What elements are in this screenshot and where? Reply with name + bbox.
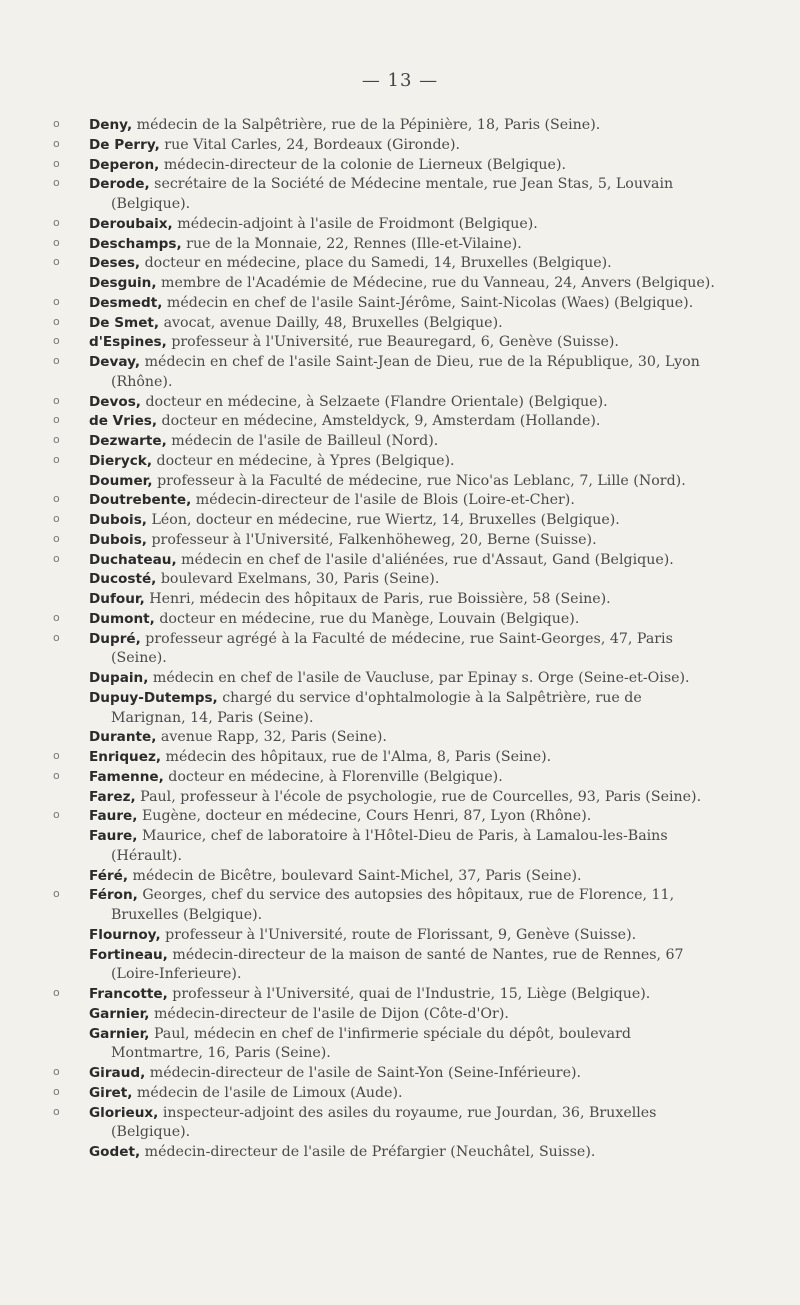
entry-name: d'Espines,: [89, 334, 167, 351]
list-item: [53, 531, 715, 551]
entry-description: professeur agrégé à la Faculté de médecine, rue Saint-Georges, 47, Paris (Seine).: [111, 630, 673, 667]
entry-description: médecin-directeur de l'asile de Blois (Loire-et-Cher).: [191, 492, 575, 509]
circle-marker: o: [53, 492, 60, 506]
entry-name: De Smet,: [89, 314, 160, 331]
entry-description: médecin-directeur de l'asile de Préfargier (Neuchâtel, Suisse).: [140, 1144, 596, 1160]
entry-name: Deses,: [89, 255, 141, 272]
entry-name: Dufour,: [89, 591, 145, 607]
list-item: [53, 610, 715, 630]
circle-marker: o: [53, 393, 60, 407]
circle-marker: o: [53, 452, 60, 466]
circle-marker: o: [53, 136, 60, 150]
entry-description: médecin de Bicêtre, boulevard Saint-Michel, 37, Paris (Seine).: [128, 867, 582, 884]
circle-marker: o: [53, 808, 60, 822]
entry-description: médecin-directeur de l'asile de Dijon (Côte-d'Or).: [149, 1005, 509, 1022]
entry-description: professeur à l'Université, route de Florissant, 9, Genève (Suisse).: [160, 926, 637, 943]
entry-description: docteur en médecine, place du Samedi, 14, Bruxelles (Belgique).: [140, 255, 612, 272]
entry-description: Paul, médecin en chef de l'infirmerie spéciale du dépôt, boulevard Montmartre, 16, Paris (Seine).: [111, 1025, 631, 1062]
entry-name: Flournoy,: [89, 926, 161, 943]
entry-description: Henri, médecin des hôpitaux de Paris, rue Boissière, 58 (Seine).: [144, 591, 611, 607]
circle-marker: o: [53, 117, 60, 130]
entry-name: Glorieux,: [89, 1104, 159, 1121]
list-item: [89, 1025, 715, 1065]
entry-name: Godet,: [89, 1144, 141, 1160]
entry-description: Eugène, docteur en médecine, Cours Henri, 87, Lyon (Rhône).: [137, 808, 592, 825]
entry-description: rue de la Monnaie, 22, Rennes (Ille-et-Vilaine).: [181, 235, 522, 252]
entry-description: médecin en chef de l'asile Saint-Jérôme, Saint-Nicolas (Waes) (Belgique).: [162, 294, 694, 311]
entry-description: professeur à la Faculté de médecine, rue Nico'as Leblanc, 7, Lille (Nord).: [152, 472, 686, 489]
entry-name: Féré,: [89, 867, 129, 884]
entry-description: rue Vital Carles, 24, Bordeaux (Gironde).: [159, 136, 460, 153]
entry-name: Dupuy-Dutemps,: [89, 689, 218, 706]
circle-marker: o: [53, 354, 60, 367]
list-item: [53, 393, 715, 413]
entry-name: Duchateau,: [89, 551, 177, 568]
circle-marker: o: [53, 749, 60, 762]
circle-marker: o: [53, 235, 60, 249]
circle-marker: o: [53, 314, 60, 328]
circle-marker: o: [53, 531, 60, 545]
entry-name: Francotte,: [89, 986, 168, 1002]
entry-description: professeur à l'Université, quai de l'Industrie, 15, Liège (Belgique).: [167, 986, 651, 1002]
list-item: [53, 1064, 715, 1084]
entry-name: Desguin,: [89, 275, 157, 291]
entry-description: docteur en médecine, rue du Manège, Louvain (Belgique).: [154, 610, 580, 627]
entry-name: Féron,: [89, 887, 138, 904]
list-item: [53, 314, 715, 334]
list-item: [89, 590, 715, 610]
entry-name: Dupré,: [89, 630, 141, 647]
entry-description: Maurice, chef de laboratoire à l'Hôtel-Dieu de Paris, à Lamalou-les-Bains (Hérault).: [111, 828, 668, 864]
entry-description: avocat, avenue Dailly, 48, Bruxelles (Belgique).: [159, 314, 503, 331]
list-item: [89, 472, 715, 492]
entry-name: Giraud,: [89, 1065, 146, 1081]
circle-marker: o: [53, 768, 60, 782]
entry-description: docteur en médecine, à Selzaete (Flandre Orientale) (Belgique).: [140, 393, 608, 410]
list-item: [53, 215, 715, 235]
entry-name: Famenne,: [89, 768, 164, 785]
list-item: [89, 728, 715, 748]
list-item: [89, 1143, 715, 1163]
entry-description: docteur en médecine, à Ypres (Belgique).: [152, 452, 455, 469]
list-item: [53, 748, 715, 768]
entry-name: Dubois,: [89, 512, 147, 528]
entry-description: boulevard Exelmans, 30, Paris (Seine).: [156, 571, 440, 588]
entry-name: Fortineau,: [89, 946, 168, 963]
list-item: [53, 432, 715, 452]
circle-marker: o: [53, 255, 60, 269]
circle-marker: o: [53, 433, 60, 446]
list-item: [53, 768, 715, 788]
directory-list: [0, 116, 800, 1163]
entry-name: Dezwarte,: [89, 433, 167, 449]
entry-description: chargé du service d'ophtalmologie à la Salpêtrière, rue de Marignan, 14, Paris (Seine).: [111, 689, 642, 726]
entry-name: Desmedt,: [89, 294, 163, 311]
entry-name: Dieryck,: [89, 452, 152, 469]
entry-description: médecin de l'asile de Bailleul (Nord).: [166, 433, 439, 449]
entry-name: Faure,: [89, 808, 138, 825]
entry-name: Durante,: [89, 729, 157, 746]
entry-description: Léon, docteur en médecine, rue Wiertz, 14, Bruxelles (Belgique).: [146, 512, 620, 528]
entry-description: avenue Rapp, 32, Paris (Seine).: [156, 729, 387, 746]
circle-marker: o: [53, 887, 60, 901]
list-item: [53, 511, 715, 531]
list-item: [53, 491, 715, 511]
circle-marker: o: [53, 1084, 60, 1098]
entry-name: Faure,: [89, 828, 138, 844]
entry-description: médecin de l'asile de Limoux (Aude).: [132, 1084, 403, 1101]
entry-description: médecin-directeur de la colonie de Lierneux (Belgique).: [159, 156, 566, 173]
entry-name: Farez,: [89, 788, 136, 805]
list-item: [53, 116, 715, 136]
circle-marker: o: [53, 215, 60, 229]
entry-name: Dupain,: [89, 670, 149, 686]
list-item: [53, 254, 715, 274]
entry-description: médecin en chef de l'asile de Vaucluse, par Epinay s. Orge (Seine-et-Oise).: [148, 670, 690, 686]
list-item: [89, 669, 715, 689]
entry-name: De Perry,: [89, 136, 160, 153]
entry-description: docteur en médecine, à Florenville (Belgique).: [163, 768, 503, 785]
list-item: [53, 353, 715, 393]
entry-description: Paul, professeur à l'école de psychologie, rue de Courcelles, 93, Paris (Seine).: [135, 788, 702, 805]
list-item: [89, 274, 715, 294]
circle-marker: o: [53, 334, 60, 348]
entry-name: Dumont,: [89, 610, 155, 627]
circle-marker: o: [53, 294, 60, 308]
list-item: [89, 827, 715, 867]
entry-description: médecin en chef de l'asile Saint-Jean de Dieu, rue de la République, 30, Lyon (Rhône).: [111, 354, 700, 390]
entry-name: Dubois,: [89, 531, 147, 548]
entry-description: docteur en médecine, Amsteldyck, 9, Amsterdam (Hollande).: [157, 413, 601, 430]
entry-name: Deschamps,: [89, 235, 182, 252]
entry-name: Devay,: [89, 354, 141, 370]
list-item: [53, 630, 715, 670]
list-item: [53, 175, 715, 215]
entry-name: Enriquez,: [89, 749, 162, 765]
list-item: [53, 235, 715, 255]
circle-marker: o: [53, 610, 60, 624]
entry-description: Georges, chef du service des autopsies des hôpitaux, rue de Florence, 11, Bruxelles (Belgique).: [111, 887, 675, 923]
entry-name: Giret,: [89, 1084, 133, 1101]
list-item: [89, 788, 715, 808]
entry-description: médecin des hôpitaux, rue de l'Alma, 8, Paris (Seine).: [161, 749, 552, 765]
list-item: [53, 985, 715, 1005]
circle-marker: o: [53, 512, 60, 525]
entry-description: médecin-adjoint à l'asile de Froidmont (Belgique).: [172, 215, 538, 232]
entry-description: médecin-directeur de la maison de santé de Nantes, rue de Rennes, 67 (Loire-Inferieure).: [111, 946, 684, 983]
circle-marker: o: [53, 1065, 60, 1078]
entry-description: membre de l'Académie de Médecine, rue du Vanneau, 24, Anvers (Belgique).: [156, 275, 715, 291]
entry-description: professeur à l'Université, Falkenhöheweg, 20, Berne (Suisse).: [146, 531, 597, 548]
entry-name: Garnier,: [89, 1005, 150, 1022]
entry-name: Doutrebente,: [89, 492, 192, 509]
circle-marker: o: [53, 1104, 60, 1118]
entry-description: médecin en chef de l'asile d'aliénées, rue d'Assaut, Gand (Belgique).: [176, 551, 674, 568]
list-item: [89, 689, 715, 729]
list-item: [53, 412, 715, 432]
entry-name: Devos,: [89, 393, 141, 410]
list-item: [53, 1084, 715, 1104]
entry-name: de Vries,: [89, 413, 158, 430]
list-item: [89, 926, 715, 946]
circle-marker: o: [53, 413, 60, 427]
entry-name: Deperon,: [89, 156, 160, 173]
list-item: [53, 136, 715, 156]
entry-name: Derode,: [89, 176, 150, 193]
list-item: [53, 807, 715, 827]
list-item: [89, 1005, 715, 1025]
circle-marker: o: [53, 176, 60, 190]
list-item: [89, 946, 715, 986]
list-item: [89, 867, 715, 887]
list-item: [53, 886, 715, 926]
circle-marker: o: [53, 551, 60, 565]
circle-marker: o: [53, 630, 60, 644]
entry-name: Deroubaix,: [89, 215, 173, 232]
entry-name: Doumer,: [89, 472, 153, 489]
entry-description: secrétaire de la Société de Médecine mentale, rue Jean Stas, 5, Louvain (Belgique).: [111, 176, 674, 212]
list-item: [53, 551, 715, 571]
entry-name: Garnier,: [89, 1025, 150, 1042]
entry-description: médecin-directeur de l'asile de Saint-Yon (Seine-Inférieure).: [145, 1065, 582, 1081]
entry-description: professeur à l'Université, rue Beauregard, 6, Genève (Suisse).: [166, 334, 619, 351]
list-item: [53, 333, 715, 353]
entry-description: inspecteur-adjoint des asiles du royaume, rue Jourdan, 36, Bruxelles (Belgique).: [111, 1104, 657, 1141]
page-number: — 13 —: [361, 70, 439, 91]
list-item: [53, 156, 715, 176]
list-item: [89, 570, 715, 590]
circle-marker: o: [53, 986, 60, 999]
entry-name: Deny,: [89, 117, 133, 133]
entry-name: Ducosté,: [89, 571, 157, 588]
list-item: [53, 294, 715, 314]
circle-marker: o: [53, 156, 60, 170]
list-item: [53, 452, 715, 472]
list-item: [53, 1104, 715, 1144]
entry-description: médecin de la Salpêtrière, rue de la Pépinière, 18, Paris (Seine).: [132, 117, 601, 133]
